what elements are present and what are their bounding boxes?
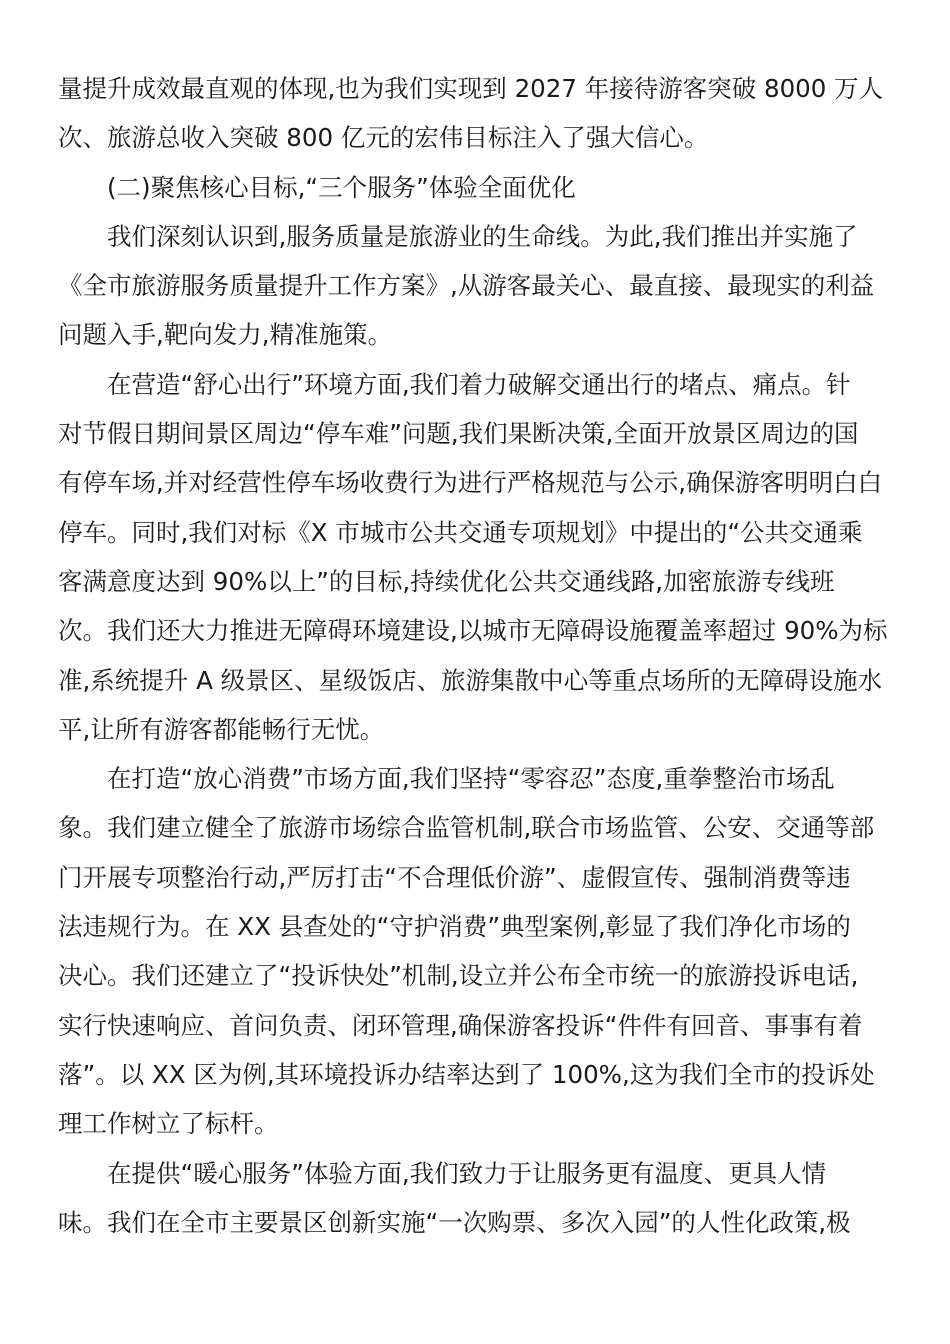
text-line: 《全市旅游服务质量提升工作方案》,从游客最关心、最直接、最现实的利益 xyxy=(58,271,875,301)
paragraph-start-line: (二)聚焦核心目标,“三个服务”体验全面优化 xyxy=(107,172,576,202)
paragraph-start-line: 在打造“放心消费”市场方面,我们坚持“零容忍”态度,重拳整治市场乱 xyxy=(107,764,835,794)
text-line: 象。我们建立健全了旅游市场综合监管机制,联合市场监管、公安、交通等部 xyxy=(58,813,875,843)
text-line: 实行快速响应、首问负责、闭环管理,确保游客投诉“件件有回音、事事有着 xyxy=(58,1010,863,1040)
text-line: 落”。以 XX 区为例,其环境投诉办结率达到了 100%,这为我们全市的投诉处 xyxy=(58,1059,875,1089)
text-line: 次、旅游总收入突破 800 亿元的宏伟目标注入了强大信心。 xyxy=(58,123,709,153)
text-line: 停车。同时,我们对标《X 市城市公共交通专项规划》中提出的“公共交通乘 xyxy=(58,517,863,547)
text-line: 量提升成效最直观的体现,也为我们实现到 2027 年接待游客突破 8000 万人 xyxy=(58,74,884,103)
text-line: 准,系统提升 A 级景区、星级饭店、旅游集散中心等重点场所的无障碍设施水 xyxy=(58,665,883,695)
text-line: 决心。我们还建立了“投诉快处”机制,设立并公布全市统一的旅游投诉电话, xyxy=(58,961,859,991)
text-line: 平,让所有游客都能畅行无忧。 xyxy=(58,714,385,744)
paragraph-start-line: 在提供“暖心服务”体验方面,我们致力于让服务更有温度、更具人情 xyxy=(107,1158,827,1188)
document-body xyxy=(58,64,898,1247)
text-line: 对节假日期间景区周边“停车难”问题,我们果断决策,全面开放景区周边的国 xyxy=(58,419,859,449)
text-line: 理工作树立了标杆。 xyxy=(58,1109,279,1139)
text-line: 门开展专项整治行动,严厉打击“不合理低价游”、虚假宣传、强制消费等违 xyxy=(58,862,851,892)
text-line: 客满意度达到 90%以上”的目标,持续优化公共交通线路,加密旅游专线班 xyxy=(58,566,835,596)
text-line: 有停车场,并对经营性停车场收费行为进行严格规范与公示,确保游客明明白白 xyxy=(58,468,883,498)
text-line: 问题入手,靶向发力,精准施策。 xyxy=(58,320,393,350)
text-line: 法违规行为。在 XX 县查处的“守护消费”典型案例,彰显了我们净化市场的 xyxy=(58,912,851,942)
text-line: 味。我们在全市主要景区创新实施“一次购票、多次入园”的人性化政策,极 xyxy=(58,1207,851,1237)
paragraph-start-line: 我们深刻认识到,服务质量是旅游业的生命线。为此,我们推出并实施了 xyxy=(107,221,858,251)
paragraph-start-line: 在营造“舒心出行”环境方面,我们着力破解交通出行的堵点、痛点。针 xyxy=(107,369,851,399)
text-line: 次。我们还大力推进无障碍环境建设,以城市无障碍设施覆盖率超过 90%为标 xyxy=(58,616,888,646)
